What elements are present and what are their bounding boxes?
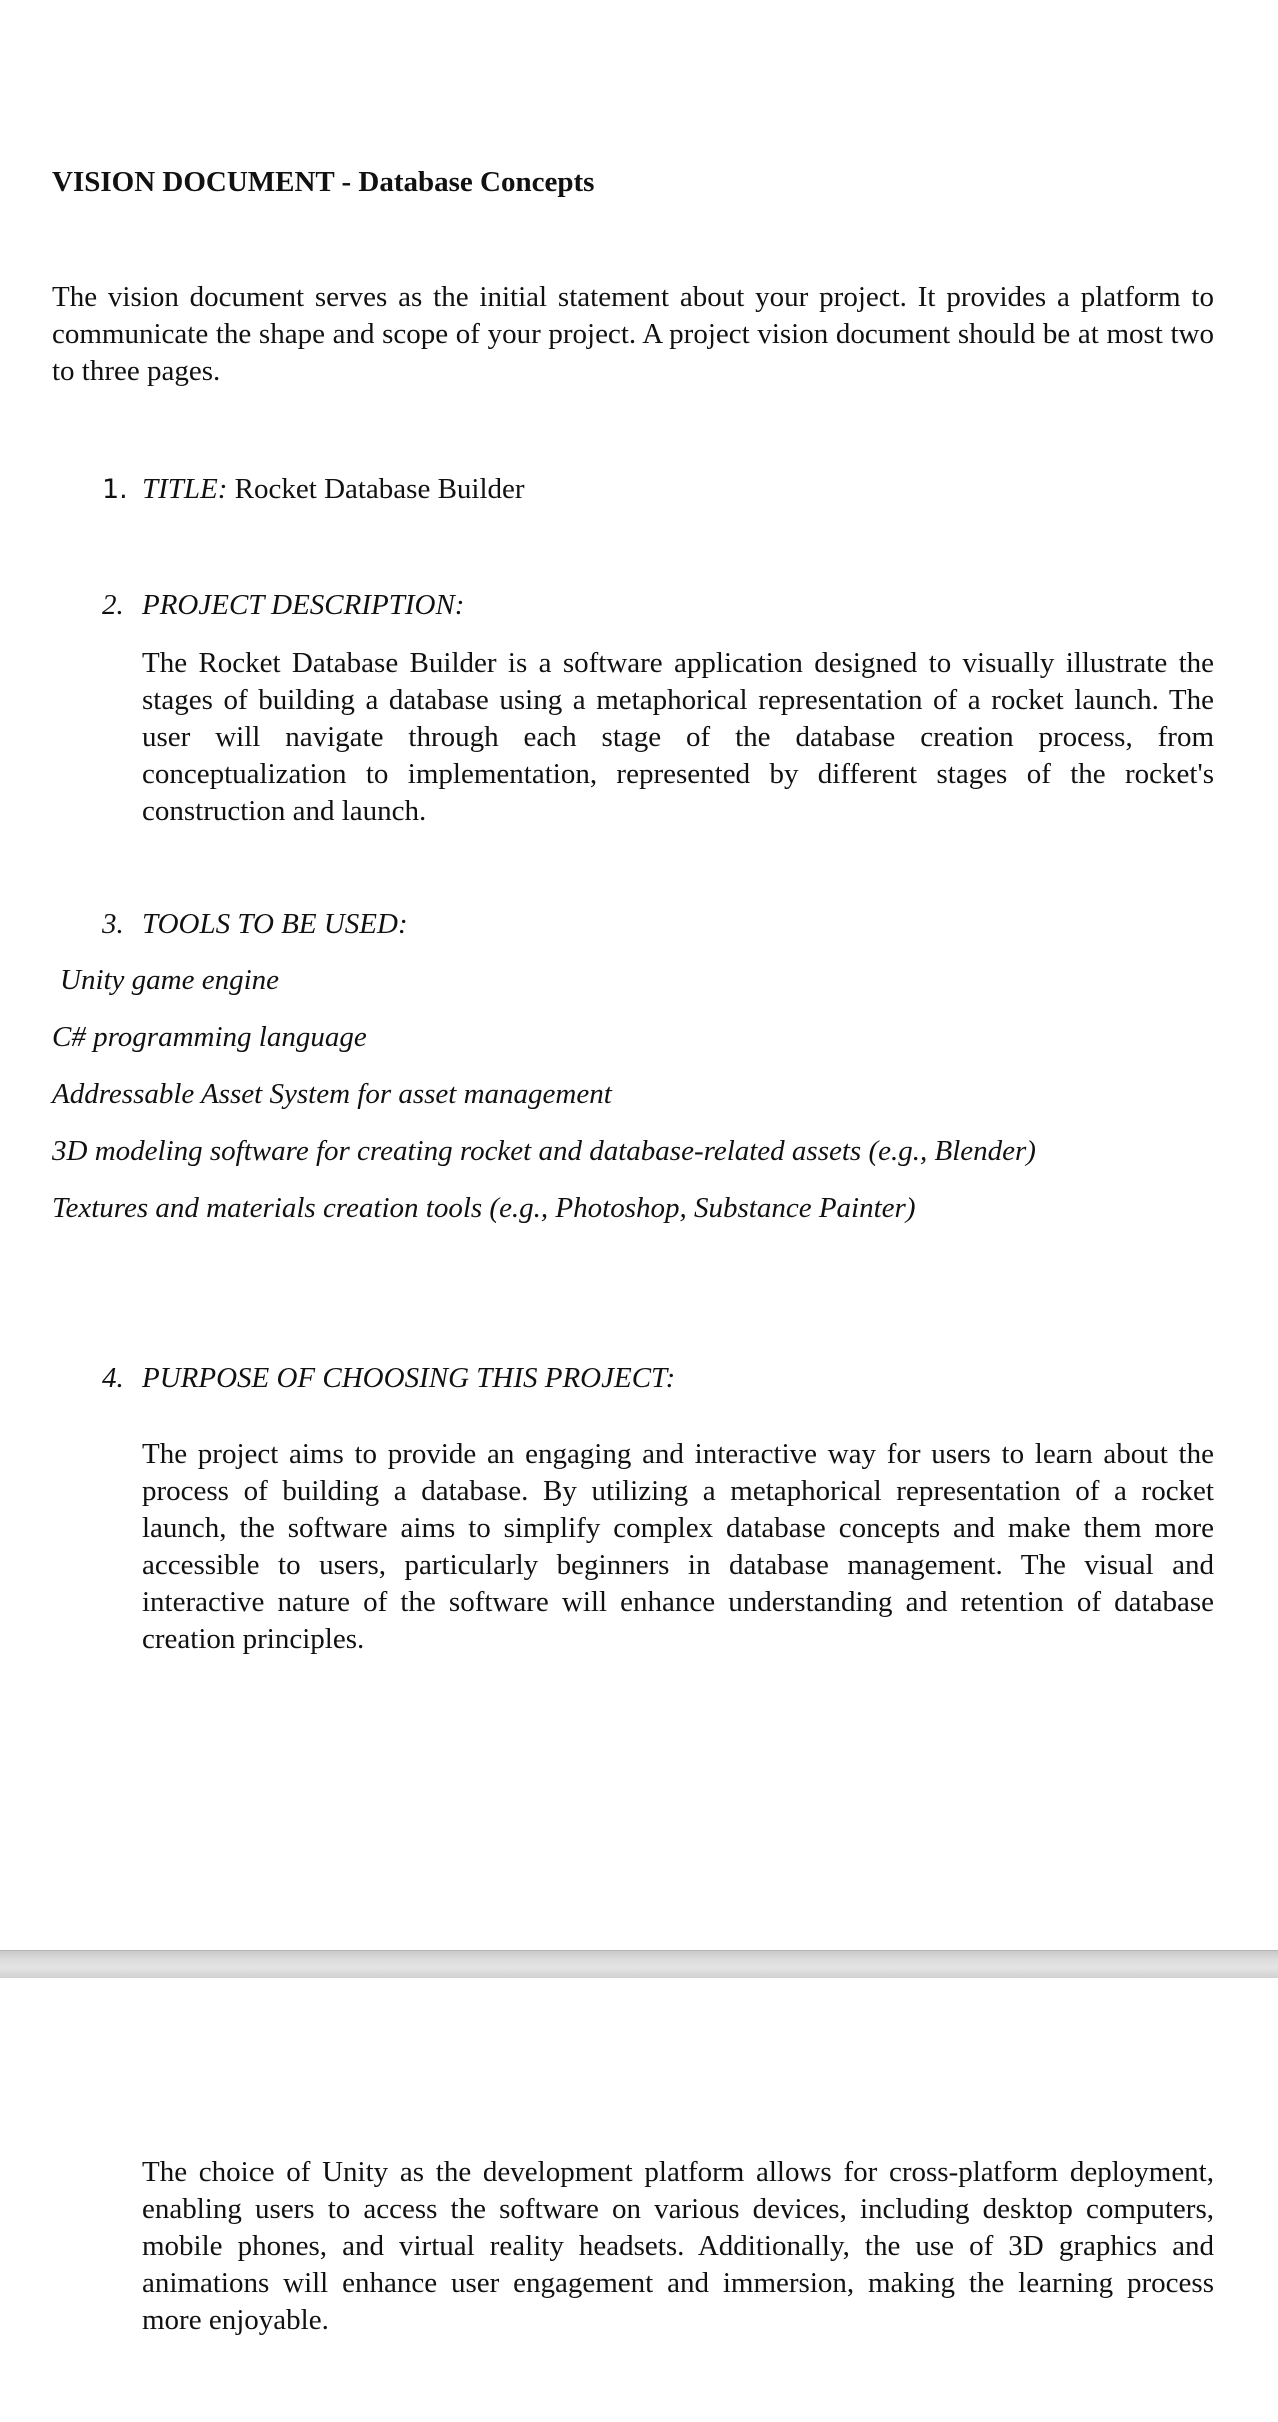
purpose-continuation: The choice of Unity as the development platform allows for cross-platform deployment, enabling users to access the software on various devices, including desktop computers, mobile phones, and virtual reality headsets. Additionally, the use of 3D graphics and animations will enhance user engagement and immersion, making the learning process more enjoyable.: [142, 2156, 1214, 2336]
section-label: PURPOSE OF CHOOSING THIS PROJECT:: [142, 1362, 676, 1394]
section-number: 2.: [102, 589, 124, 621]
section-number: 1.: [102, 474, 128, 505]
section-project-description: [52, 589, 464, 622]
project-title-value: Rocket Database Builder: [234, 473, 525, 505]
document-title: VISION DOCUMENT - Database Concepts: [52, 166, 595, 198]
section-number: 4.: [102, 1362, 124, 1394]
section-number: 3.: [102, 908, 124, 940]
tool-item: C# programming language: [52, 1021, 367, 1053]
section-label: TOOLS TO BE USED:: [142, 908, 408, 940]
tool-item: 3D modeling software for creating rocket and database-related assets (e.g., Blender): [52, 1135, 1036, 1167]
tool-item: Addressable Asset System for asset management: [52, 1078, 612, 1110]
section-label: PROJECT DESCRIPTION:: [142, 589, 465, 621]
project-description-body: The Rocket Database Builder is a software application designed to visually illustrate the stages of building a database using a metaphorical representation of a rocket launch. The user will navigate through each stage of the database creation process, from conceptualization to implementation, represented by different stages of the rocket's construction and launch.: [142, 647, 1214, 827]
purpose-body: The project aims to provide an engaging and interactive way for users to learn about the process of building a database. By utilizing a metaphorical representation of a rocket launch, the software aims to simplify complex database concepts and make them more accessible to users, particularly beginners in database management. The visual and interactive nature of the software will enhance understanding and retention of database creation principles.: [142, 1438, 1214, 1655]
section-purpose: [52, 1362, 675, 1395]
section-tools: [52, 908, 408, 941]
section-title: [52, 473, 525, 506]
intro-paragraph: The vision document serves as the initial statement about your project. It provides a platform to communicate the shape and scope of your project. A project vision document should be at most two to three pages.: [52, 281, 1214, 387]
section-label: TITLE:: [142, 473, 228, 505]
tool-item: Unity game engine: [60, 964, 280, 996]
tool-item: Textures and materials creation tools (e.g., Photoshop, Substance Painter): [52, 1192, 916, 1224]
page-separator: [0, 1950, 1278, 1980]
